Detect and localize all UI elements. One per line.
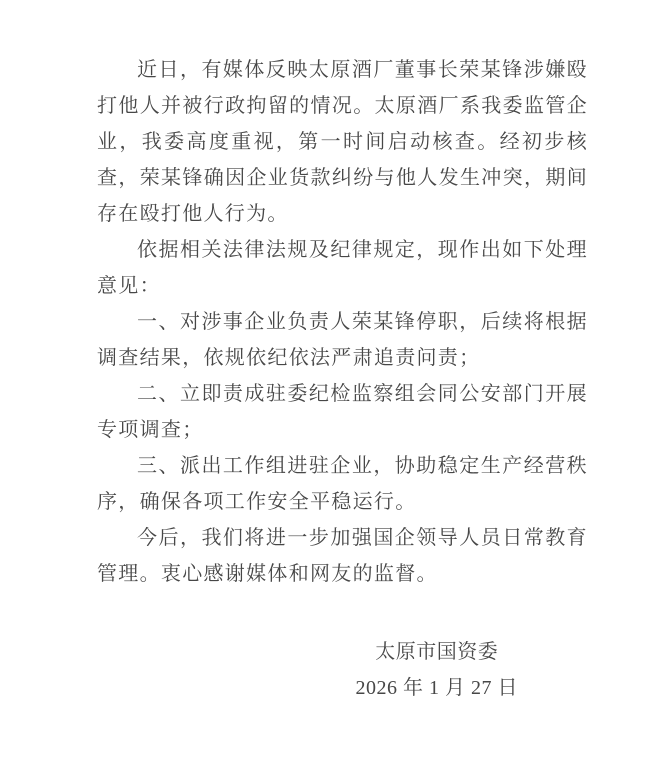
paragraph: 一、对涉事企业负责人荣某锋停职，后续将根据调查结果，依规依纪依法严肃追责问责； [97,311,588,369]
document-body [97,52,588,706]
paragraph: 依据相关法律法规及纪律规定，现作出如下处理意见： [97,239,588,297]
signature-date: 2026 年 1 月 27 日 [355,677,518,699]
paragraph: 二、立即责成驻委纪检监察组会同公安部门开展专项调查； [97,383,588,441]
paragraph: 近日，有媒体反映太原酒厂董事长荣某锋涉嫌殴打他人并被行政拘留的情况。太原酒厂系我委监管企业，我委高度重视，第一时间启动核查。经初步核查，荣某锋确因企业货款纠纷与他人发生冲突，期间存在殴打他人行为。 [97,59,588,225]
signature-block [356,634,519,706]
paragraph: 今后，我们将进一步加强国企领导人员日常教育管理。衷心感谢媒体和网友的监督。 [97,527,588,585]
signature-issuer: 太原市国资委 [375,641,499,663]
paragraph: 三、派出工作组进驻企业，协助稳定生产经营秩序，确保各项工作安全平稳运行。 [97,455,588,513]
